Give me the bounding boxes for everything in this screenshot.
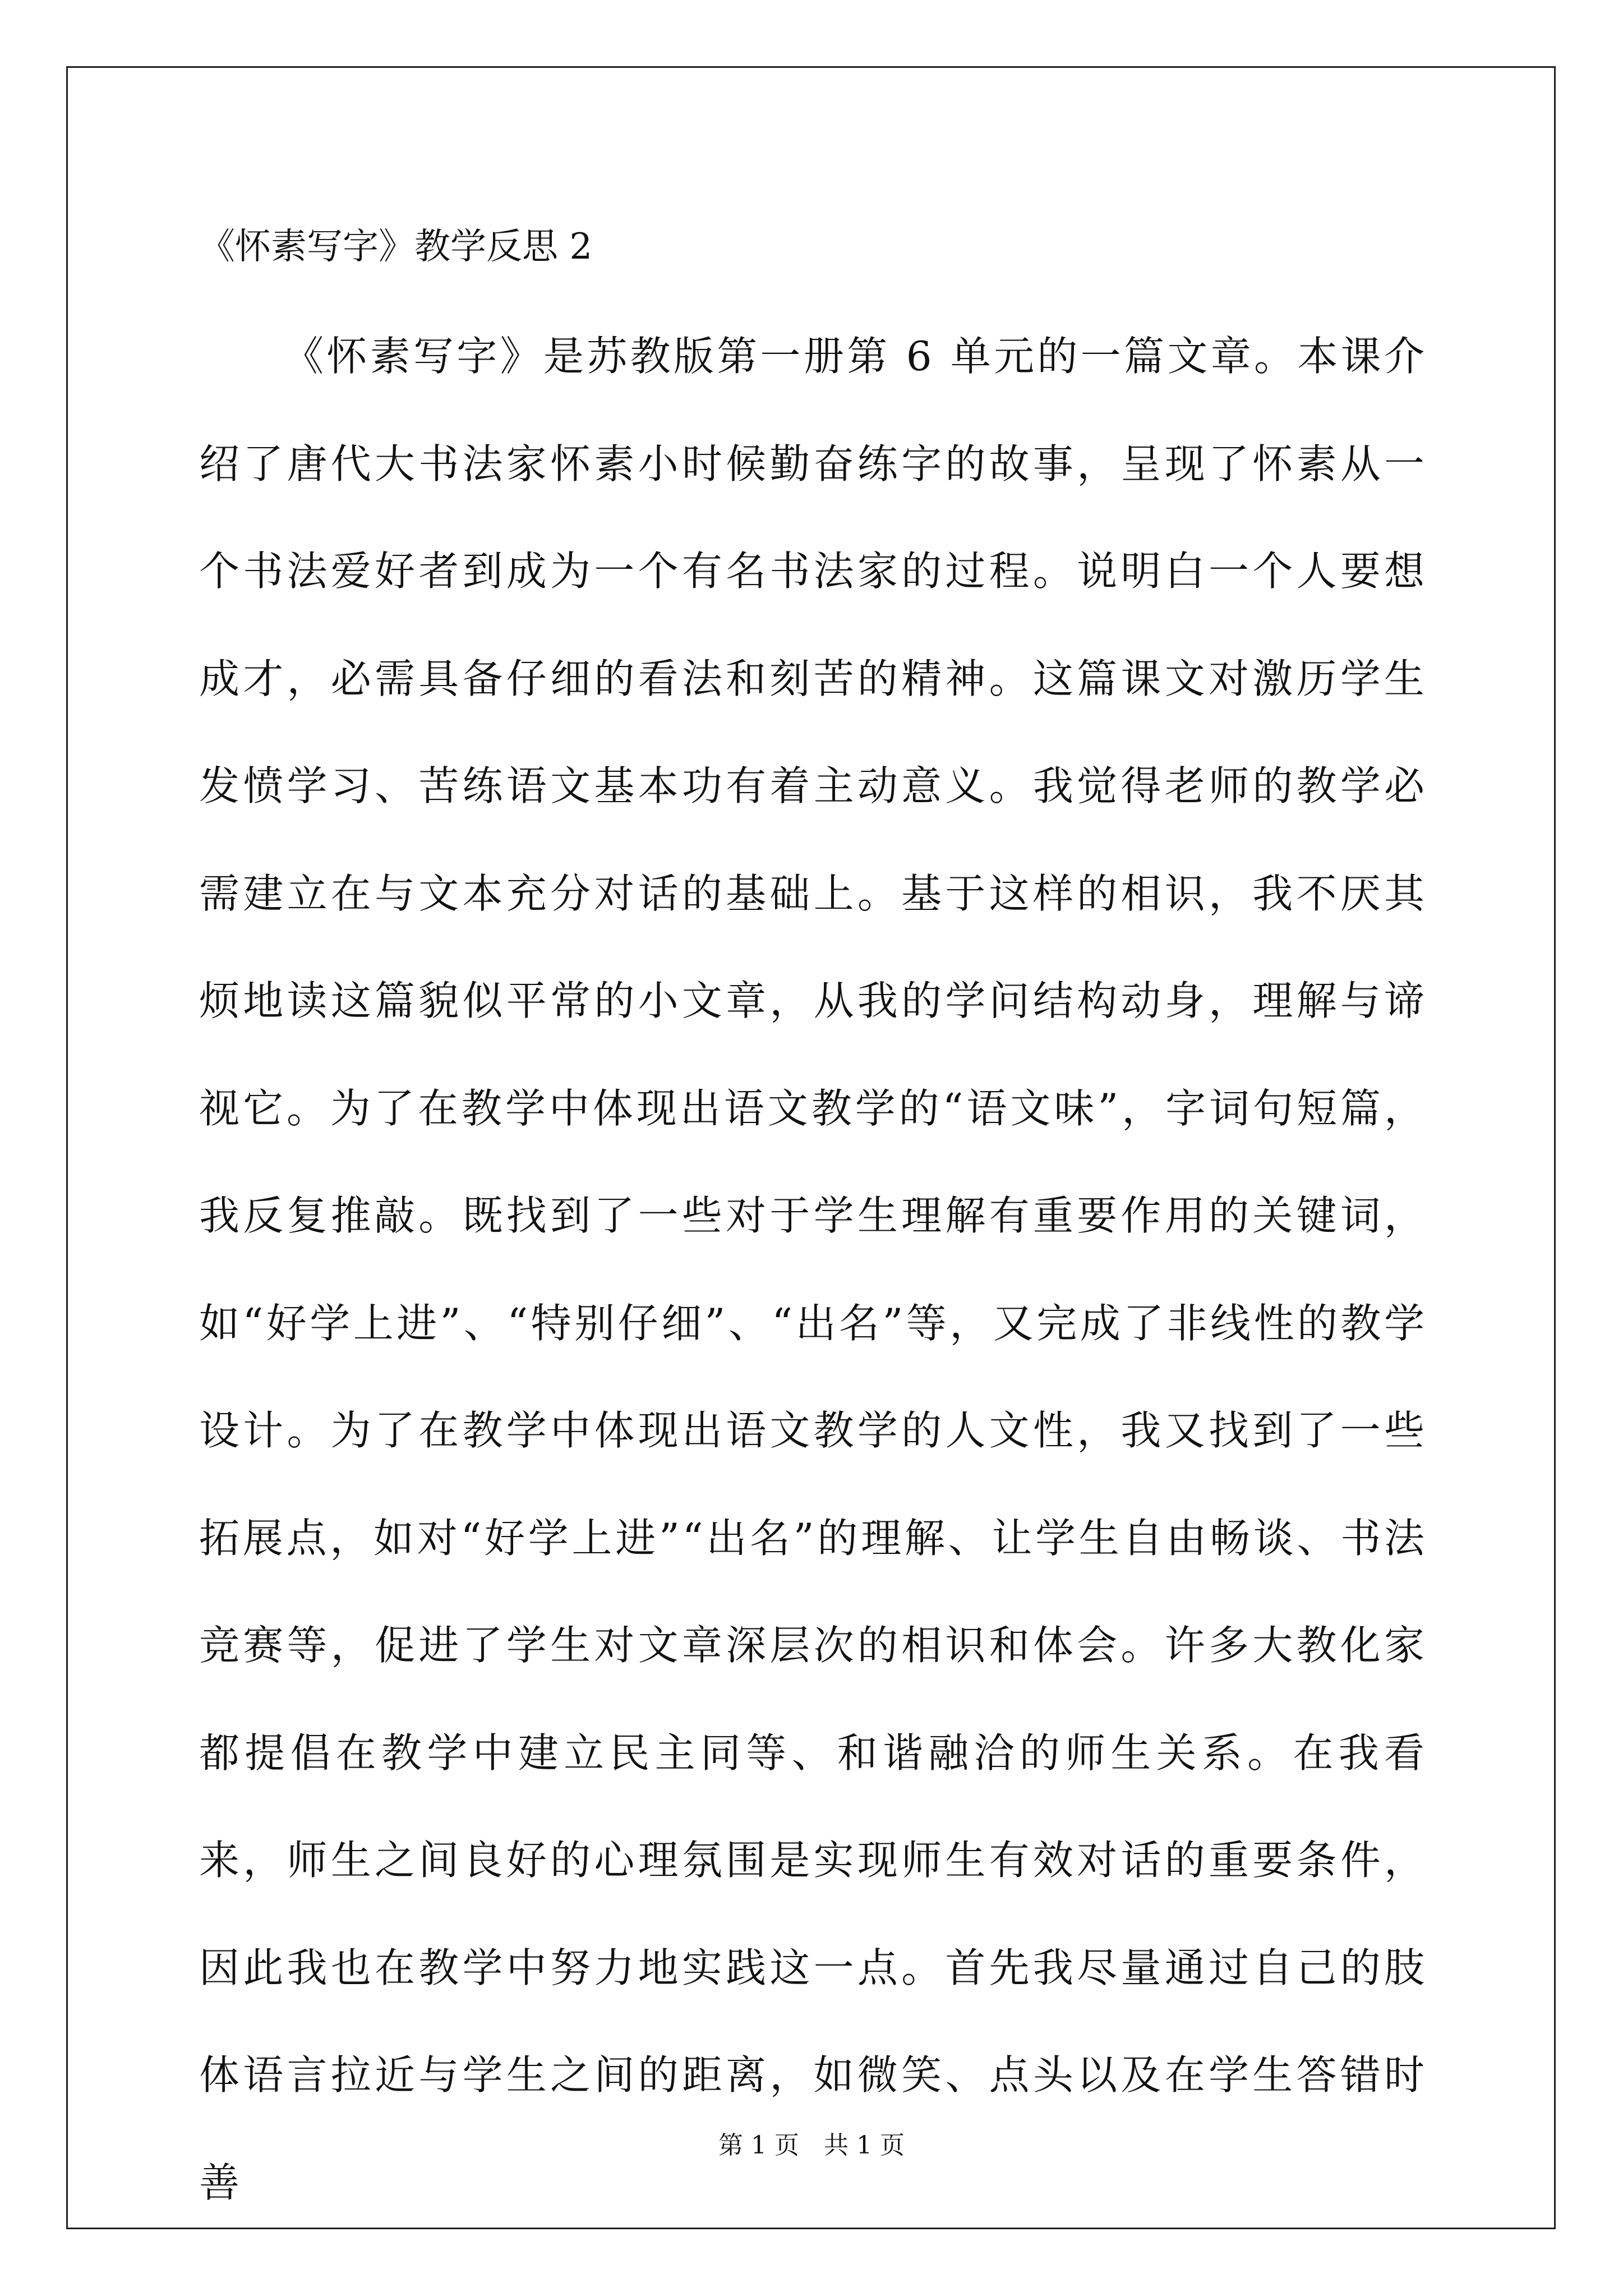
page-footer: 第 1 页 共 1 页 [718, 2131, 905, 2160]
document-title: 《怀素写字》教学反思 2 [199, 226, 593, 268]
body-paragraph: 《怀素写字》是苏教版第一册第 6 单元的一篇文章。本课介绍了唐代大书法家怀素小时候勤奋练字的故事，呈现了怀素从一个书法爱好者到成为一个有名书法家的过程。说明白一个人要想成才，必需具备仔细的看法和刻苦的精神。这篇课文对激历学生发愤学习、苦练语文基本功有着主动意义。我觉得老师的教学必需建立在与文本充分对话的基础上。基于这样的相识，我不厌其烦地读这篇貌似平常的小文章，从我的学问结构动身，理解与谛视它。为了在教学中体现出语文教学的“语文味”，字词句短篇，我反复推敲。既找到了一些对于学生理解有重要作用的关键词，如“好学上进”、“特别仔细”、“出名”等，又完成了非线性的教学设计。为了在教学中体现出语文教学的人文性，我又找到了一些拓展点，如对“好学上进”“出名”的理解、让学生自由畅谈、书法竞赛等，促进了学生对文章深层次的相识和体会。许多大教化家都提倡在教学中建立民主同等、和谐融洽的师生关系。在我看来，师生之间良好的心理氛围是实现师生有效对话的重要条件，因此我也在教学中努力地实践这一点。首先我尽量通过自己的肢体语言拉近与学生之间的距离，如微笑、点头以及在学生答错时善 [199, 333, 1427, 2206]
